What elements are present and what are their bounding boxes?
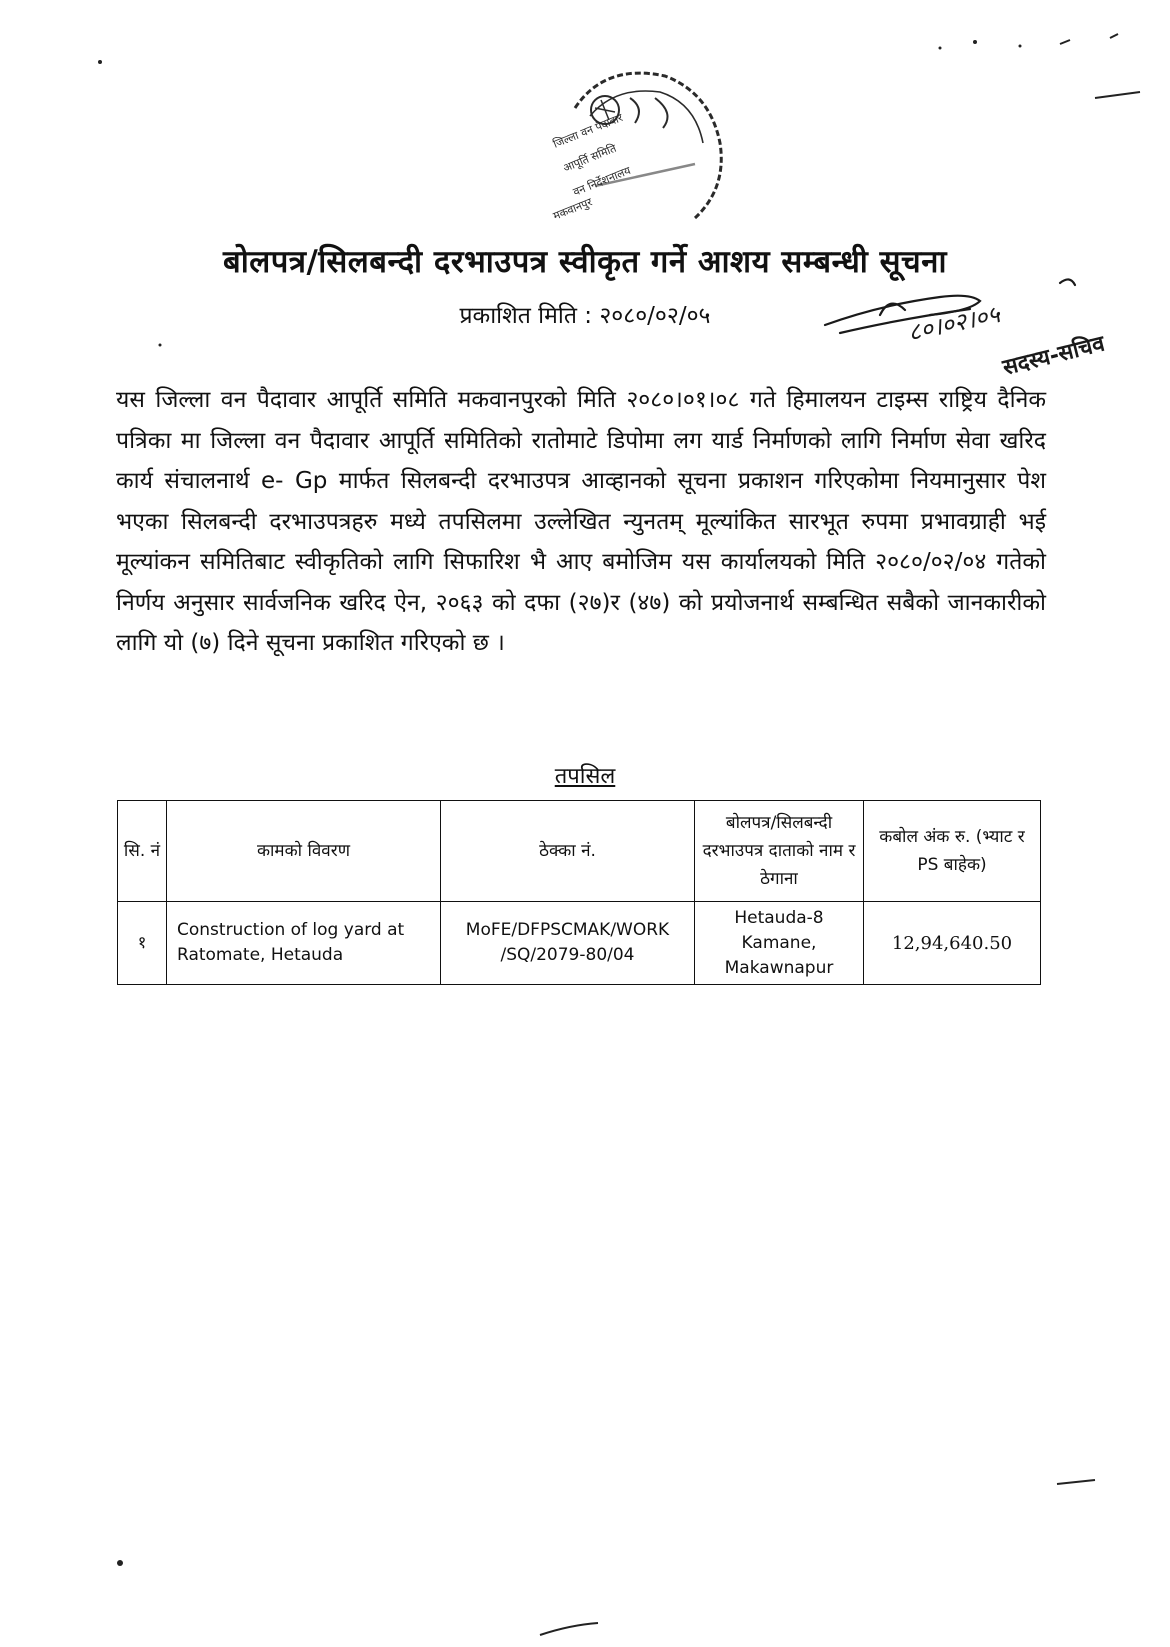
column-header-contract-no: ठेक्का नं. — [441, 801, 695, 902]
svg-text:वन निर्देशनालय: वन निर्देशनालय — [571, 163, 633, 199]
column-header-bidder: बोलपत्र/सिलबन्दी दरभाउपत्र दाताको नाम र ठेगाना — [695, 801, 864, 902]
published-date: २०८०/०२/०५ — [599, 303, 711, 329]
table-row — [118, 902, 1041, 985]
column-header-amount: कबोल अंक रु. (भ्याट र PS बाहेक) — [864, 801, 1041, 902]
svg-text:मकवानपुर: मकवानपुर — [551, 195, 594, 223]
schedule-heading: तपसिल — [554, 764, 616, 789]
cell-amount: 12,94,640.50 — [864, 902, 1041, 985]
svg-text:सदस्य-सचिव: सदस्य-सचिव — [1000, 331, 1108, 381]
svg-text:जिल्ला वन पैदावार: जिल्ला वन पैदावार — [551, 111, 625, 151]
cell-contract-no: MoFE/DFPSCMAK/WORK /SQ/2079-80/04 — [441, 902, 695, 985]
column-header-description: कामको विवरण — [167, 801, 441, 902]
notice-body: यस जिल्ला वन पैदावार आपूर्ति समिति मकवानपुरको मिति २०८०।०१।०८ गते हिमालयन टाइम्स राष्ट्रिय दैनिक पत्रिका मा जिल्ला वन पैदावार आपूर्ति समितिको रातोमाटे डिपोमा लग यार्ड निर्माणको लागि निर्माण सेवा खरिद कार्य संचालनार्थ e- Gp मार्फत सिलबन्दी दरभाउपत्र आव्हानको सूचना प्रकाशन गरिएकोमा नियमानुसार पेश भएका सिलबन्दी दरभाउपत्रहरु मध्ये तपसिलमा उल्लेखित न्युनतम् मूल्यांकित सारभूत रुपमा प्रभावग्राही भई मूल्यांकन समितिबाट स्वीकृतिको लागि सिफारिश भै आए बमोजिम यस कार्यालयको मिति २०८०/०२/०४ गतेको निर्णय अनुसार सार्वजनिक खरिद ऐन, २०६३ को दफा (२७)र (४७) को प्रयोजनार्थ सम्बन्धित सबैको जानकारीको लागि यो (७) दिने सूचना प्रकाशित गरिएको छ । — [116, 387, 1046, 656]
column-header-sn: सि. नं — [118, 801, 167, 902]
svg-text:८०।०२।०५: ८०।०२।०५ — [905, 300, 1003, 347]
published-label: प्रकाशित मिति : — [459, 303, 593, 329]
office-seal — [535, 68, 740, 238]
svg-text:आपूर्ति समिति: आपूर्ति समिति — [561, 141, 619, 175]
cell-sn: १ — [118, 902, 167, 985]
notice-title: बोलपत्र/सिलबन्दी दरभाउपत्र स्वीकृत गर्ने आशय सम्बन्धी सूचना — [223, 244, 947, 280]
handwritten-signature — [820, 275, 1150, 385]
cell-bidder: Hetauda-8 Kamane, Makawnapur — [695, 902, 864, 985]
schedule-table — [117, 800, 1041, 985]
cell-description: Construction of log yard at Ratomate, Hetauda — [167, 902, 441, 985]
table-header-row — [118, 801, 1041, 902]
